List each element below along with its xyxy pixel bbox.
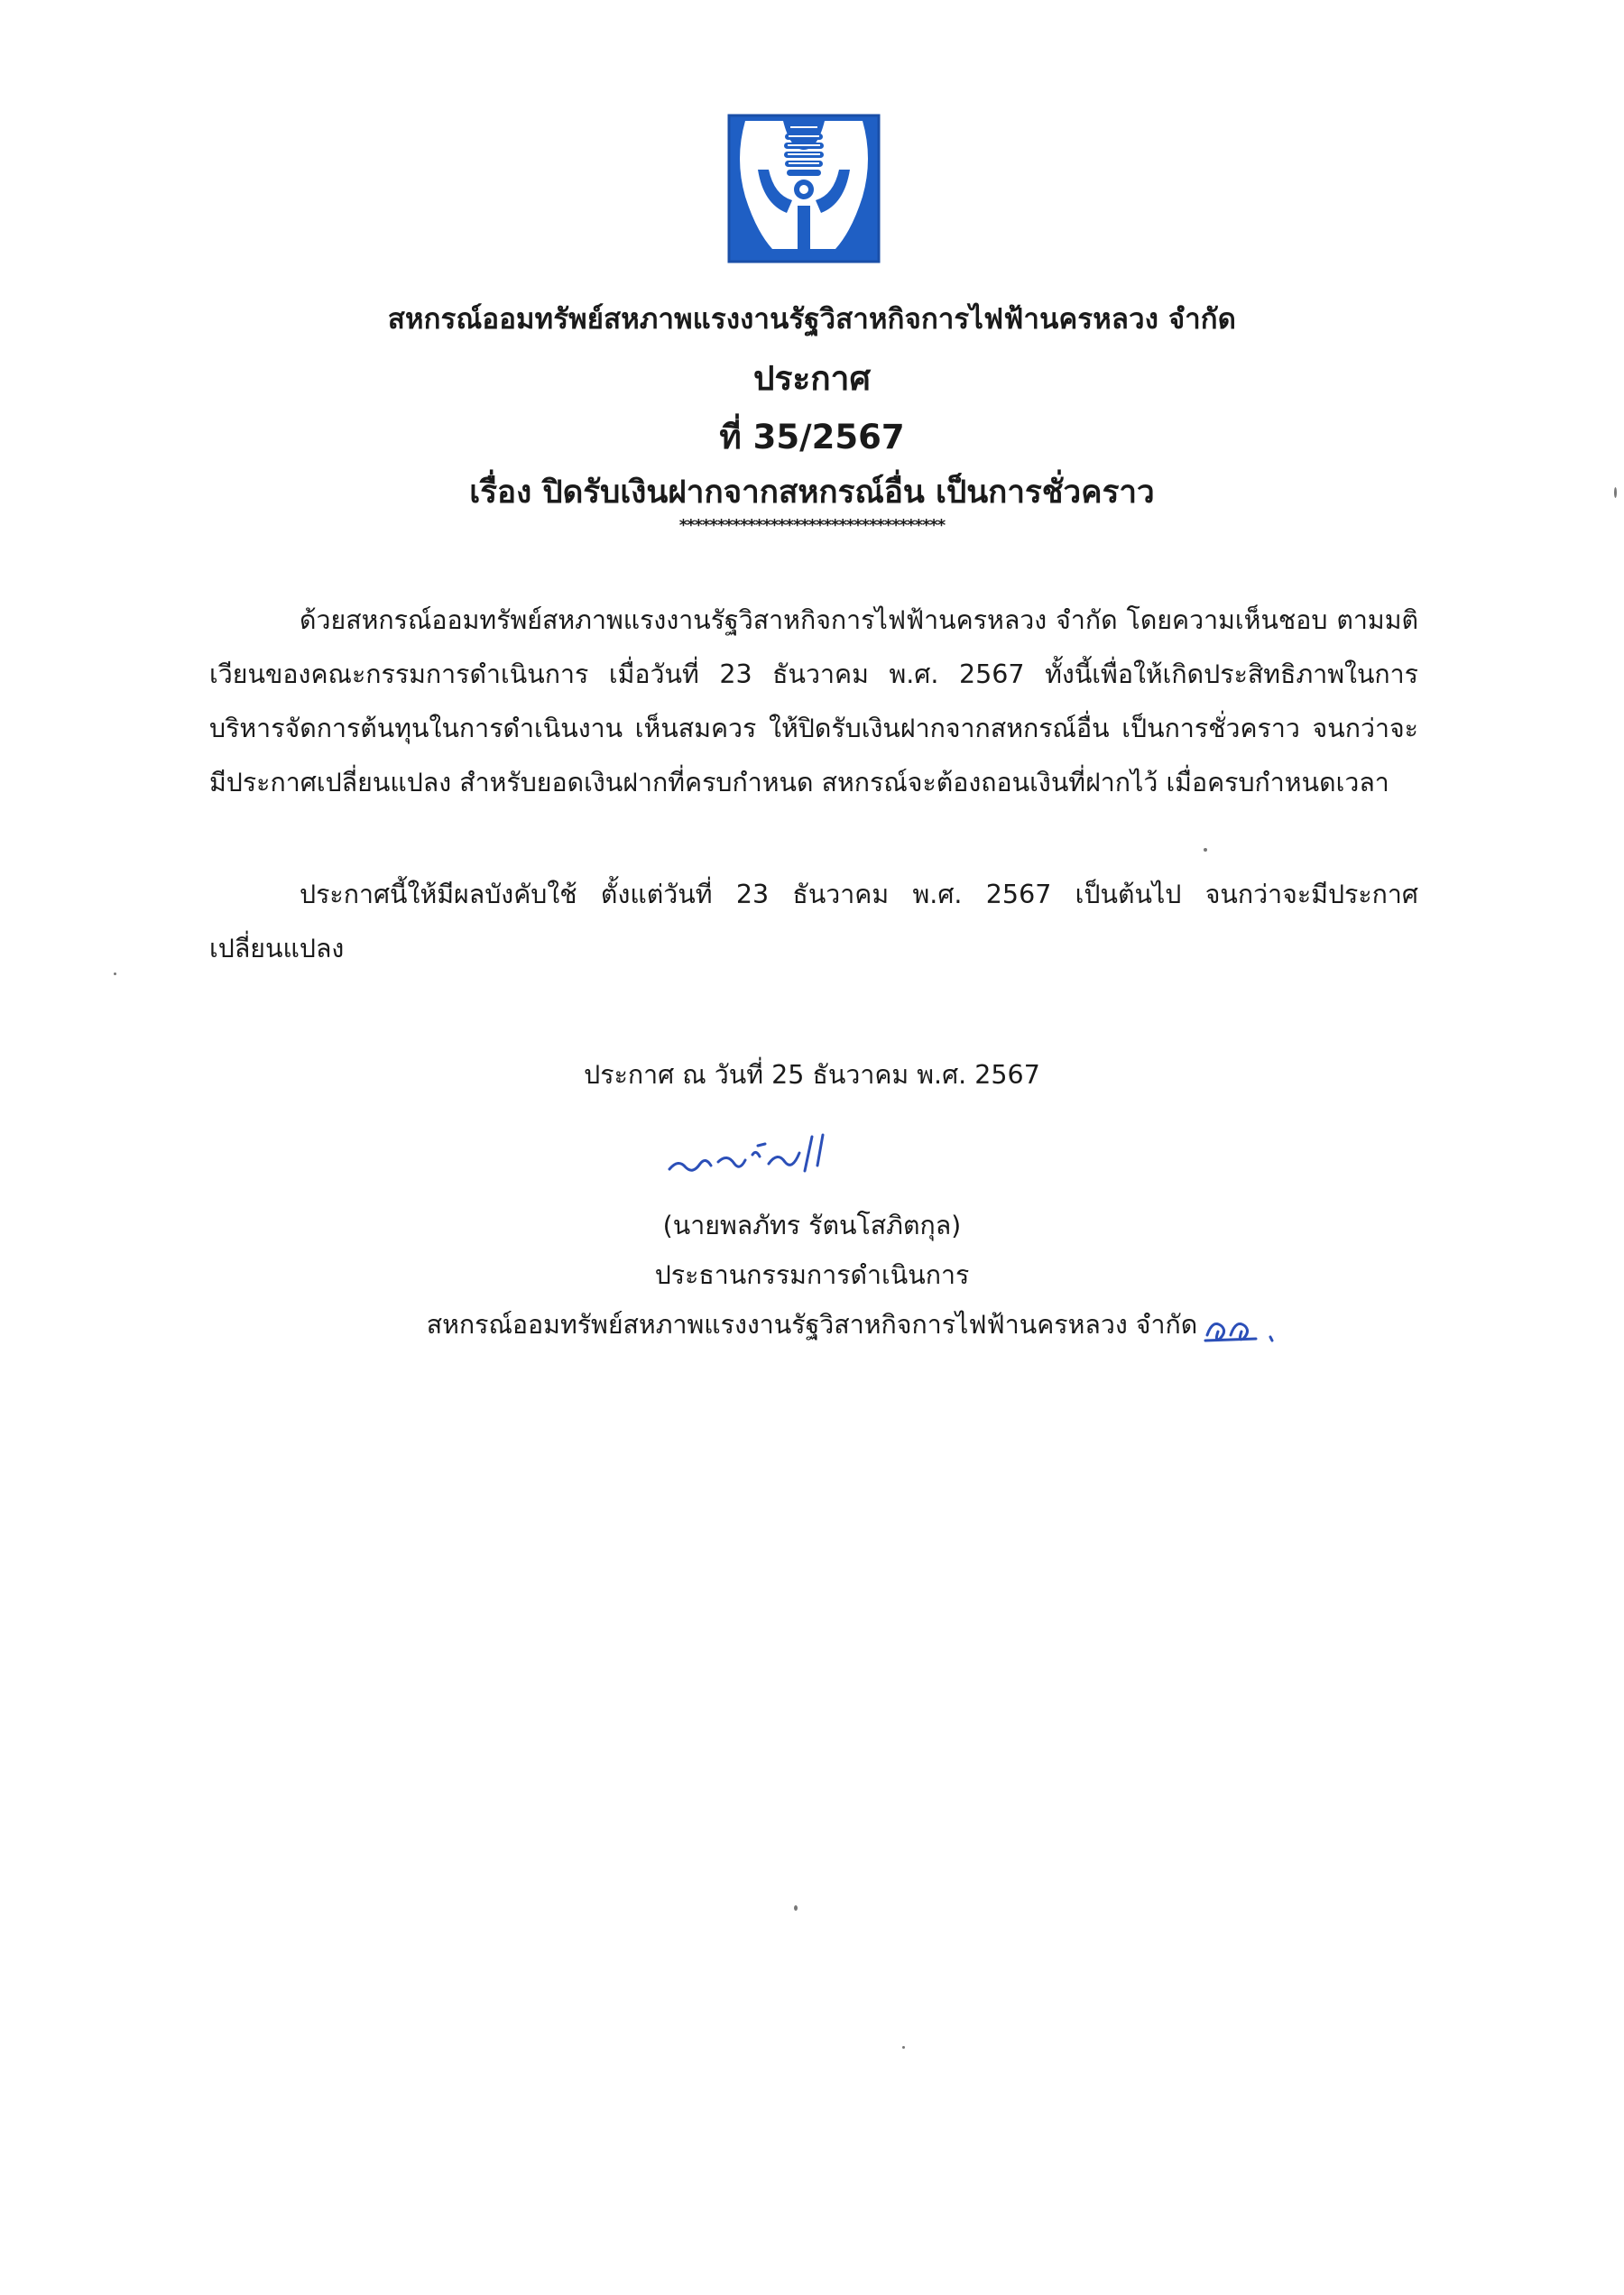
body-paragraph-1 (209, 594, 1418, 810)
handwritten-initials-icon (1200, 1299, 1290, 1353)
signer-organization: สหกรณ์ออมทรัพย์สหภาพแรงงานรัฐวิสาหกิจการไฟฟ้านครหลวง จำกัด (426, 1310, 1198, 1340)
cooperative-logo-icon (727, 114, 881, 263)
signer-name: (นายพลภัทร รัตนโสภิตกุล) (662, 1211, 962, 1240)
body-paragraph-2 (209, 868, 1418, 976)
document-number: ที่ 35/2567 (719, 418, 905, 456)
document-type: ประกาศ (753, 359, 871, 398)
paragraph-1-text: ด้วยสหกรณ์ออมทรัพย์สหภาพแรงงานรัฐวิสาหกิจการไฟฟ้านครหลวง จำกัด โดยความเห็นชอบ ตามมติเวียนของคณะกรรมการดำเนินการ เมื่อวันที่ 23 ธันวาคม พ.ศ. 2567 ทั้งนี้เพื่อให้เกิดประสิทธิภาพในการบริหารจัดการต้นทุนในการดำเนินงาน เห็นสมควร ให้ปิดรับเงินฝากจากสหกรณ์อื่น เป็นการชั่วคราว จนกว่าจะมีประกาศเปลี่ยนแปลง สำหรับยอดเงินฝากที่ครบกำหนด สหกรณ์จะต้องถอนเงินที่ฝากไว้ เมื่อครบกำหนดเวลา (209, 605, 1418, 797)
header-divider: *********************************** (678, 516, 946, 535)
handwritten-signature-icon (659, 1119, 857, 1191)
scan-speck (902, 2046, 905, 2049)
scan-speck (1614, 487, 1617, 498)
scan-speck (794, 1905, 798, 1911)
announcement-date: ประกาศ ณ วันที่ 25 ธันวาคม พ.ศ. 2567 (584, 1060, 1040, 1090)
scan-speck (1204, 848, 1207, 852)
scan-speck (114, 972, 116, 975)
paragraph-2-text: ประกาศนี้ให้มีผลบังคับใช้ ตั้งแต่วันที่ 23 ธันวาคม พ.ศ. 2567 เป็นต้นไป จนกว่าจะมีประกาศเปลี่ยนแปลง (209, 880, 1418, 963)
signer-title: ประธานกรรมการดำเนินการ (654, 1260, 970, 1290)
organization-name: สหกรณ์ออมทรัพย์สหภาพแรงงานรัฐวิสาหกิจการไฟฟ้านครหลวง จำกัด (387, 303, 1237, 336)
document-subject: เรื่อง ปิดรับเงินฝากจากสหกรณ์อื่น เป็นการชั่วคราว (469, 475, 1155, 511)
